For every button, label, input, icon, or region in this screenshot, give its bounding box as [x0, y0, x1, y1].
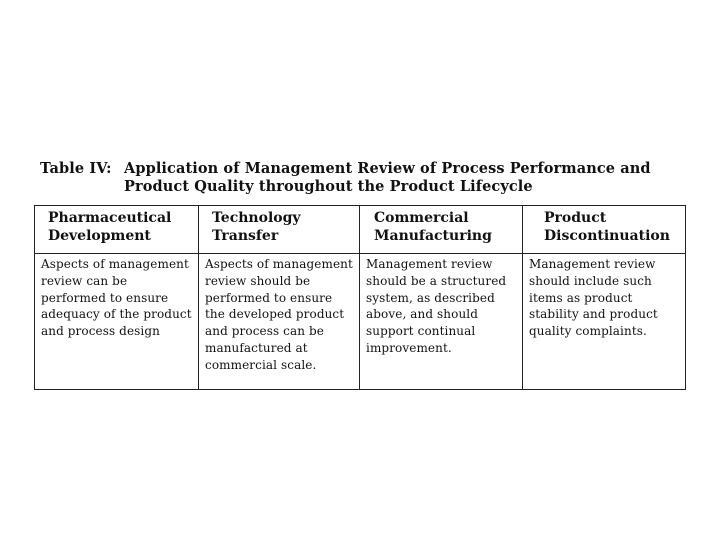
- header-pharmaceutical-development: Pharmaceutical Development: [35, 206, 199, 254]
- table-caption: [40, 160, 700, 196]
- table-row: [35, 254, 686, 390]
- header-technology-transfer: Technology Transfer: [199, 206, 360, 254]
- cell-product-discontinuation: Management review should include such items as product stability and product quality complaints.: [523, 254, 686, 390]
- caption-line-1: [40, 160, 700, 178]
- cell-commercial-manufacturing: Management review should be a structured system, as described above, and should support continual improvement.: [360, 254, 523, 390]
- management-review-table: [34, 205, 686, 390]
- caption-title-line-2: Product Quality throughout the Product Lifecycle: [124, 178, 533, 195]
- header-row: [35, 206, 686, 254]
- caption-label: Table IV:: [40, 160, 112, 177]
- cell-pharmaceutical-development: Aspects of management review can be performed to ensure adequacy of the product and process design: [35, 254, 199, 390]
- cell-technology-transfer: Aspects of management review should be performed to ensure the developed product and process can be manufactured at commercial scale.: [199, 254, 360, 390]
- header-product-discontinuation: Product Discontinuation: [523, 206, 686, 254]
- header-commercial-manufacturing: Commercial Manufacturing: [360, 206, 523, 254]
- caption-title-line-1: Application of Management Review of Process Performance and: [124, 160, 651, 177]
